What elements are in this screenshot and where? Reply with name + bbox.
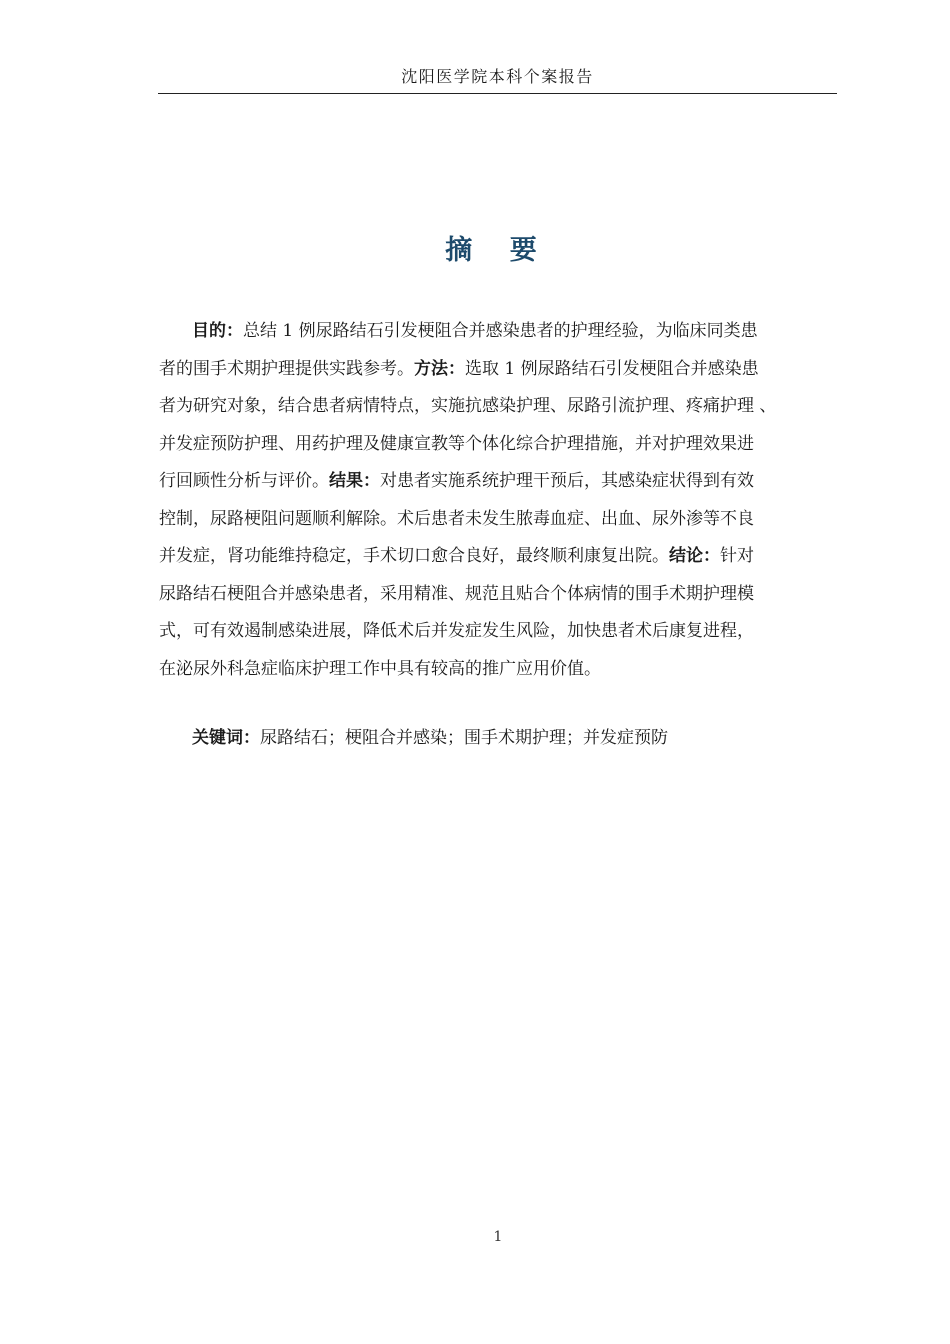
conclusion-text: 针对 [720, 546, 754, 566]
page-header [158, 64, 837, 94]
abstract-line [159, 501, 843, 539]
abstract-line [159, 613, 843, 651]
abstract-text: 行回顾性分析与评价。 [159, 471, 329, 491]
abstract-line [159, 538, 843, 576]
abstract-text: 并发症，肾功能维持稳定，手术切口愈合良好，最终顺利康复出院。 [159, 546, 669, 566]
results-label: 结果： [329, 471, 380, 491]
abstract-text: 者为研究对象，结合患者病情特点，实施抗感染护理、尿路引流护理、疼痛护理 、 [159, 396, 777, 416]
abstract-line [159, 388, 843, 426]
abstract-text: 控制，尿路梗阻问题顺利解除。术后患者未发生脓毒血症、出血、尿外渗等不良 [159, 508, 754, 529]
abstract-title: 摘 要 [445, 235, 551, 266]
abstract-text: 式，可有效遏制感染进展，降低术后并发症发生风险，加快患者术后康复进程， [159, 621, 754, 641]
results-text: 对患者实施系统护理干预后，其感染症状得到有效 [380, 471, 754, 491]
abstract-text: 尿路结石梗阻合并感染患者，采用精准、规范且贴合个体病情的围手术期护理模 [159, 583, 754, 604]
abstract-body [159, 313, 843, 688]
keywords [192, 721, 668, 755]
keywords-text: 尿路结石；梗阻合并感染；围手术期护理；并发症预防 [260, 728, 668, 748]
abstract-line [159, 313, 843, 351]
abstract-text: 并发症预防护理、用药护理及健康宣教等个体化综合护理措施，并对护理效果进 [159, 433, 754, 454]
abstract-line [159, 651, 843, 689]
abstract-text: 在泌尿外科急症临床护理工作中具有较高的推广应用价值。 [159, 658, 601, 679]
methods-label: 方法： [414, 358, 465, 379]
header-title: 沈阳医学院本科个案报告 [401, 67, 594, 86]
page-number: 1 [493, 1229, 503, 1245]
objective-label: 目的： [192, 321, 243, 341]
methods-text: 选取 1 例尿路结石引发梗阻合并感染患 [465, 358, 759, 379]
abstract-line [159, 576, 843, 614]
abstract-line [159, 463, 843, 501]
keywords-label: 关键词： [192, 728, 260, 748]
abstract-line [159, 426, 843, 464]
objective-text: 总结 1 例尿路结石引发梗阻合并感染患者的护理经验，为临床同类患 [243, 321, 758, 341]
conclusion-label: 结论： [669, 546, 720, 566]
abstract-text: 者的围手术期护理提供实践参考。 [159, 358, 414, 379]
abstract-line [159, 351, 843, 389]
